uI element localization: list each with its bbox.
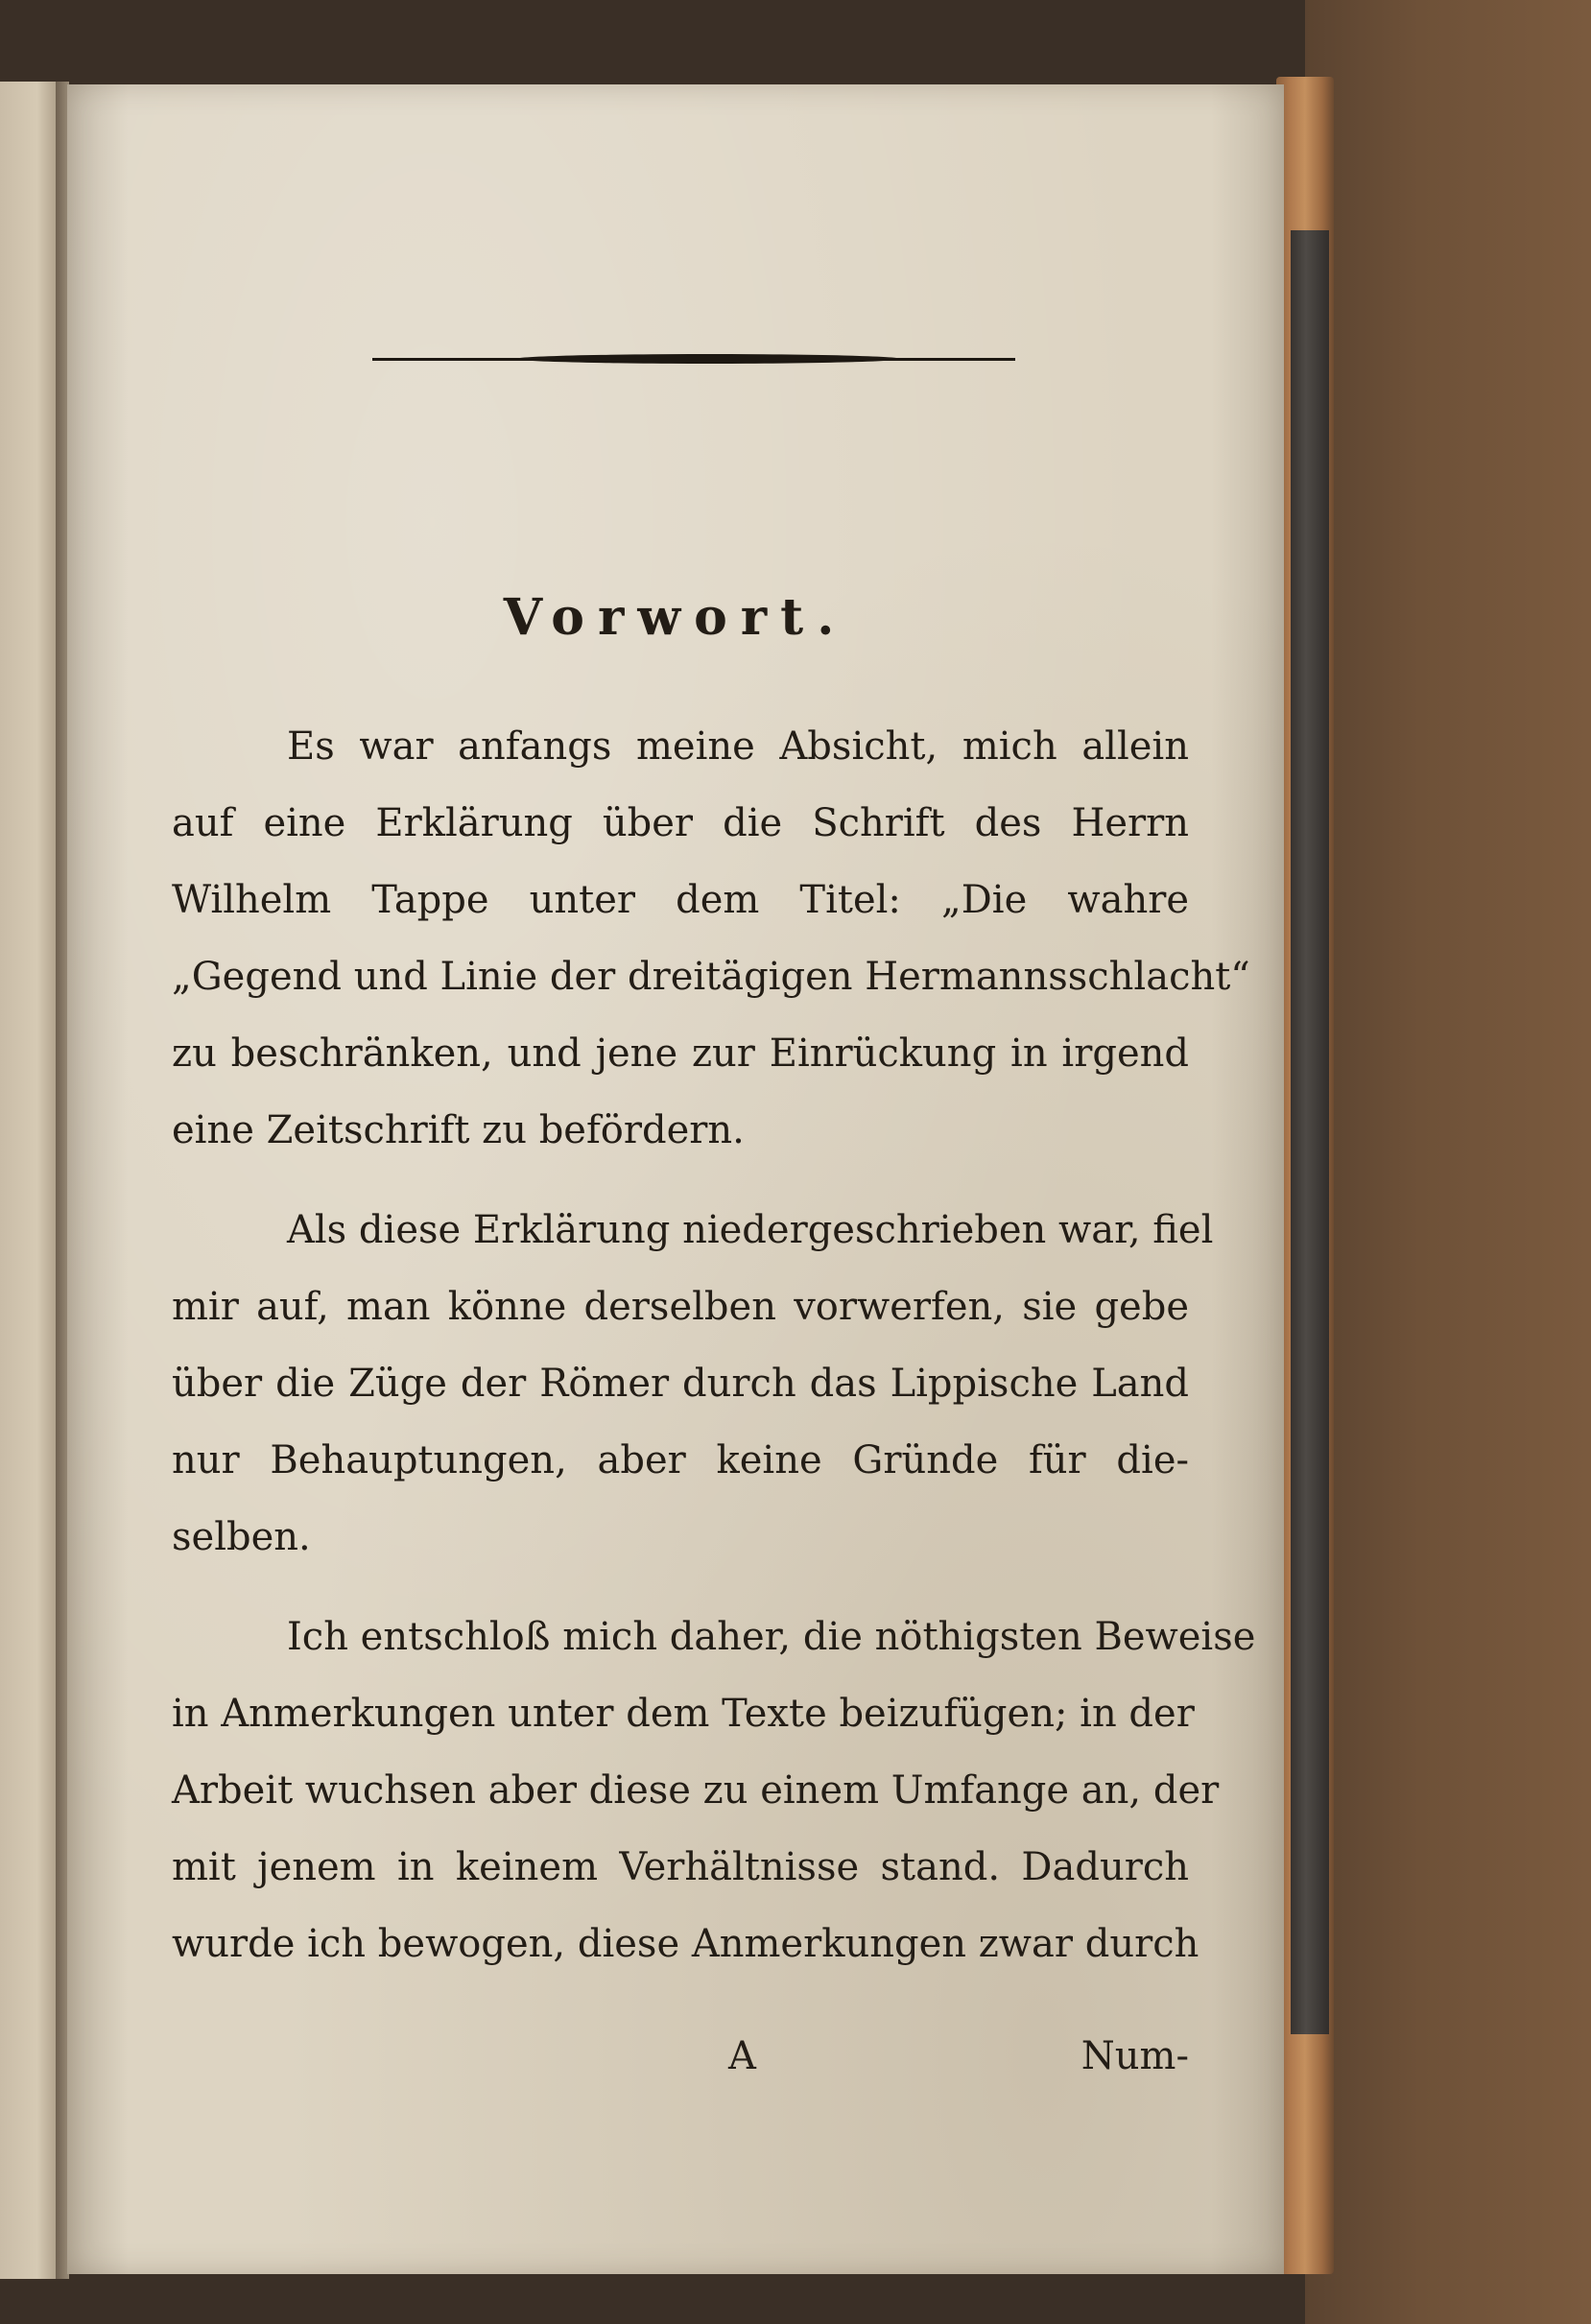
book-spine	[1291, 230, 1329, 2034]
text-line: auf eine Erklärung über die Schrift des Herrn	[172, 801, 1189, 845]
text-line: in Anmerkungen unter dem Texte beizufügen; in der	[172, 1692, 1195, 1736]
text-line: Es war anfangs meine Absicht, mich allein	[287, 724, 1189, 769]
text-line: Als diese Erklärung niedergeschrieben war, fiel	[287, 1208, 1214, 1252]
text-line: mir auf, man könne derselben vorwerfen, sie gebe	[172, 1285, 1189, 1329]
page-footer	[172, 2018, 1189, 2095]
text-line: wurde ich bewogen, diese Anmerkungen zwar durch	[172, 1922, 1199, 1966]
rule-swell	[516, 354, 900, 364]
signature-mark: A	[728, 2034, 756, 2078]
ornamental-rule	[372, 353, 1015, 365]
facing-page-edge	[0, 82, 61, 2279]
book-page	[67, 84, 1284, 2274]
catchword: Num-	[1080, 2034, 1189, 2078]
text-line: Arbeit wuchsen aber diese zu einem Umfange an, der	[172, 1768, 1220, 1813]
text-line: Ich entschloß mich daher, die nöthigsten Beweise	[287, 1615, 1256, 1659]
body-text	[172, 708, 1256, 1982]
paragraph-gap	[172, 1576, 1189, 1599]
text-line: über die Züge der Römer durch das Lippische Land	[172, 1362, 1189, 1406]
text-line: eine Zeitschrift zu befördern.	[172, 1108, 745, 1152]
text-line: Wilhelm Tappe unter dem Titel: „Die wahre	[172, 878, 1189, 922]
background	[1305, 0, 1591, 2324]
text-line: mit jenem in keinem Verhältnisse stand. Dadurch	[172, 1845, 1189, 1889]
page-heading: Vorwort.	[503, 588, 848, 647]
paragraph-gap	[172, 1169, 1189, 1192]
text-line: zu beschränken, und jene zur Einrückung in irgend	[172, 1032, 1189, 1076]
text-line: „Gegend und Linie der dreitägigen Hermannsschlacht“	[172, 955, 1250, 999]
text-line: nur Behauptungen, aber keine Gründe für die-	[172, 1438, 1189, 1482]
text-line: selben.	[172, 1515, 311, 1559]
